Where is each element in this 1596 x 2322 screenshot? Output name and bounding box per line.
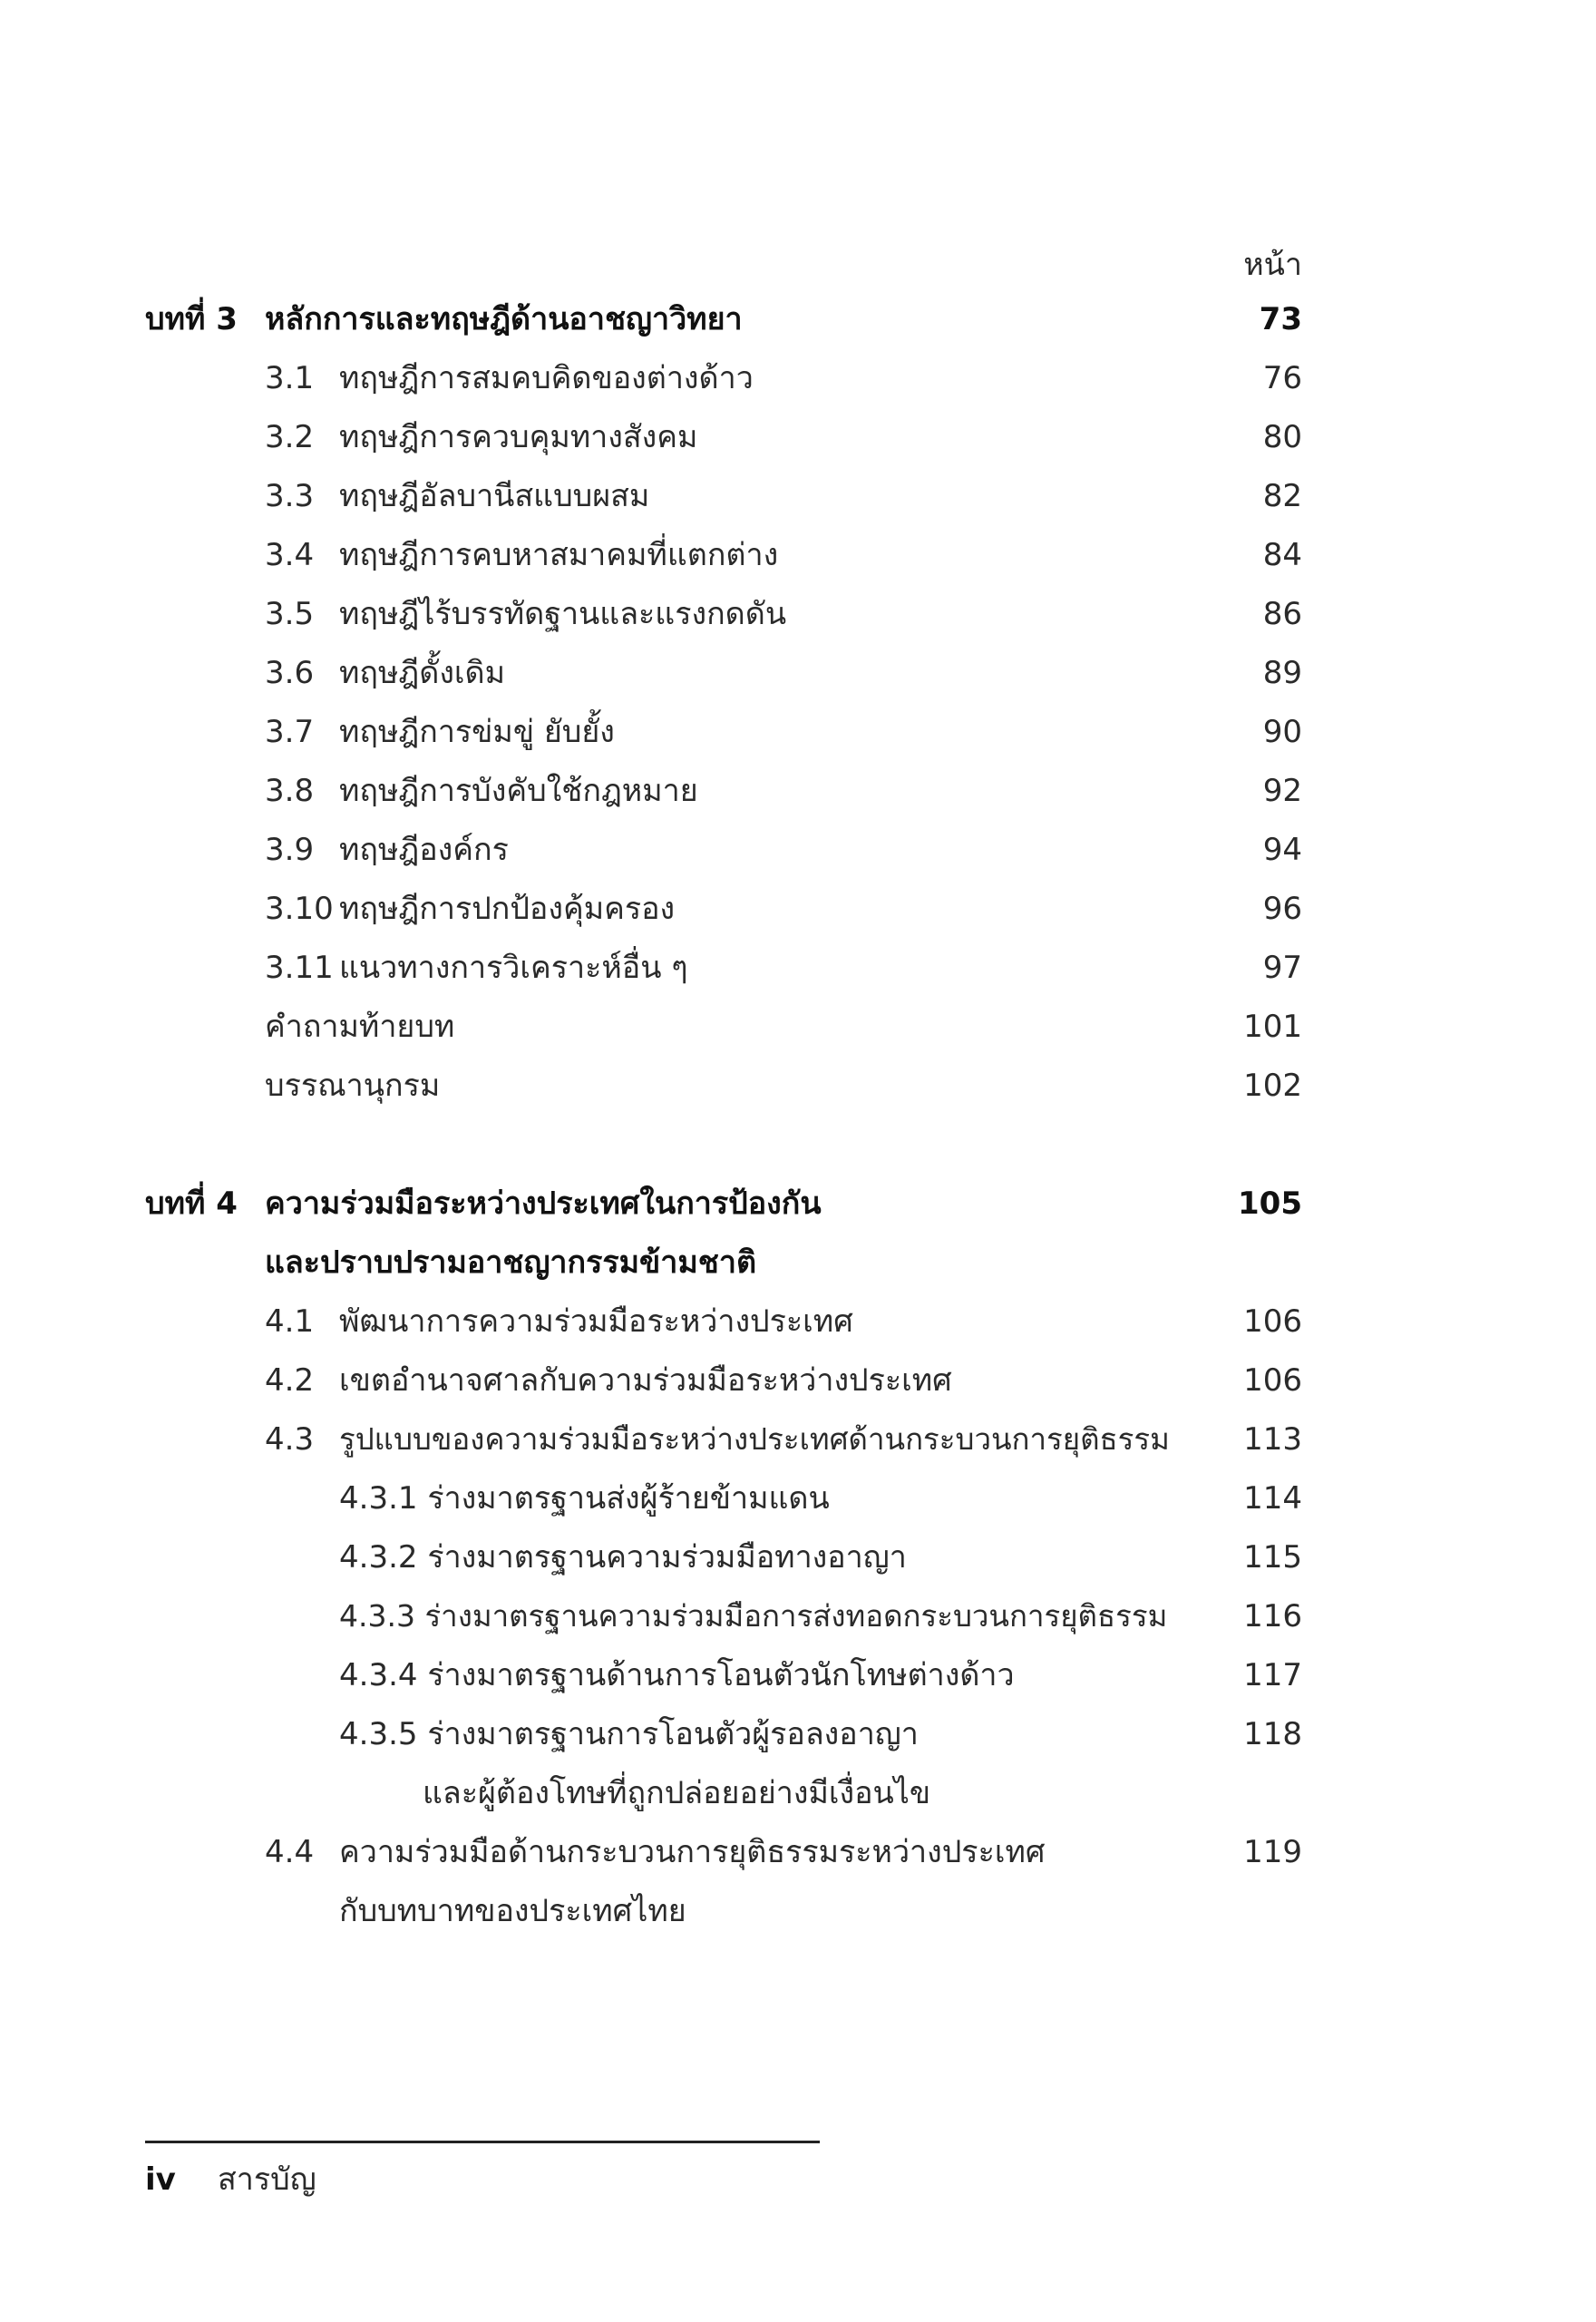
entry-page: 119	[1243, 1834, 1302, 1870]
entry-page: 116	[1243, 1598, 1302, 1634]
entry-number: 3.7	[265, 714, 315, 750]
entry-title: 4.3.1 ร่างมาตรฐานส่งผู้ร้ายข้ามแดน	[339, 1480, 830, 1517]
entry-title: ทฤษฎีองค์กร	[339, 832, 509, 868]
toc-entry	[0, 823, 1596, 877]
toc-subentry	[0, 1530, 1596, 1585]
chapter-title: หลักการและทฤษฎีด้านอาชญาวิทยา	[265, 301, 743, 337]
entry-number: 3.2	[265, 419, 315, 455]
toc-entry	[0, 1825, 1596, 1879]
entry-page: 101	[1243, 1009, 1302, 1045]
entry-title: ทฤษฎีการบังคับใช้กฎหมาย	[339, 773, 698, 809]
entry-number: 4.1	[265, 1303, 315, 1340]
toc-entry	[0, 1294, 1596, 1349]
toc-entry	[0, 410, 1596, 464]
entry-title: 4.3.4 ร่างมาตรฐานด้านการโอนตัวนักโทษต่างด้าว	[339, 1657, 1015, 1693]
entry-number: 3.3	[265, 478, 315, 514]
entry-page: 86	[1262, 596, 1302, 632]
entry-number: 3.5	[265, 596, 315, 632]
entry-title: ทฤษฎีไร้บรรทัดฐานและแรงกดดัน	[339, 596, 787, 632]
chapter-4-heading-line2	[0, 1235, 1596, 1290]
entry-number: 3.10	[265, 891, 334, 927]
entry-number: 3.6	[265, 655, 315, 691]
entry-number: 3.8	[265, 773, 315, 809]
chapter-label: บทที่ 3	[145, 301, 238, 337]
entry-title: บรรณานุกรม	[265, 1068, 441, 1104]
entry-title: เขตอำนาจศาลกับความร่วมมือระหว่างประเทศ	[339, 1362, 952, 1399]
chapter-label: บทที่ 4	[145, 1185, 238, 1222]
entry-page: 96	[1262, 891, 1302, 927]
entry-title: 4.3.2 ร่างมาตรฐานความร่วมมือทางอาญา	[339, 1539, 907, 1576]
toc-subentry-continuation	[0, 1766, 1596, 1820]
toc-subentry	[0, 1471, 1596, 1526]
entry-title: แนวทางการวิเคราะห์อื่น ๆ	[339, 950, 688, 986]
toc-entry	[0, 351, 1596, 405]
entry-number: 3.4	[265, 537, 315, 573]
entry-title: 4.3.5 ร่างมาตรฐานการโอนตัวผู้รอลงอาญา	[339, 1716, 919, 1752]
chapter-3-heading	[0, 292, 1596, 346]
entry-page: 94	[1262, 832, 1302, 868]
entry-title: ทฤษฎีการคบหาสมาคมที่แตกต่าง	[339, 537, 779, 573]
toc-entry-bibliography	[0, 1059, 1596, 1113]
entry-title: 4.3.3 ร่างมาตรฐานความร่วมมือการส่งทอดกระบวนการยุติธรรม	[339, 1598, 1168, 1634]
entry-page: 106	[1243, 1303, 1302, 1340]
entry-number: 4.2	[265, 1362, 315, 1399]
toc-entry	[0, 705, 1596, 759]
entry-title: ทฤษฎีการสมคบคิดของต่างด้าว	[339, 360, 754, 396]
entry-title: ทฤษฎีการปกป้องคุ้มครอง	[339, 891, 676, 927]
entry-page: 115	[1243, 1539, 1302, 1576]
entry-title: ทฤษฎีดั้งเดิม	[339, 655, 506, 691]
entry-title: ทฤษฎีการควบคุมทางสังคม	[339, 419, 698, 455]
toc-subentry	[0, 1707, 1596, 1761]
toc-subentry	[0, 1648, 1596, 1702]
toc-entry	[0, 469, 1596, 523]
entry-page: 90	[1262, 714, 1302, 750]
entry-number: 4.3	[265, 1421, 315, 1458]
entry-page: 92	[1262, 773, 1302, 809]
footer-page-number: iv	[145, 2161, 176, 2198]
entry-page: 76	[1262, 360, 1302, 396]
chapter-title: ความร่วมมือระหว่างประเทศในการป้องกัน	[265, 1185, 822, 1222]
entry-title: รูปแบบของความร่วมมือระหว่างประเทศด้านกระบวนการยุติธรรม	[339, 1421, 1170, 1457]
chapter-page: 105	[1238, 1185, 1302, 1222]
toc-entry	[0, 1412, 1596, 1467]
entry-title: ทฤษฎีการข่มขู่ ยับยั้ง	[339, 714, 615, 750]
page-column-header: หน้า	[1243, 247, 1302, 283]
entry-title: คำถามท้ายบท	[265, 1009, 455, 1045]
toc-entry	[0, 882, 1596, 936]
entry-number: 4.4	[265, 1834, 315, 1870]
footer-rule	[145, 2141, 820, 2143]
toc-entry	[0, 587, 1596, 641]
toc-entry	[0, 941, 1596, 995]
toc-entry	[0, 764, 1596, 818]
entry-page: 80	[1262, 419, 1302, 455]
toc-entry-continuation	[0, 1884, 1596, 1938]
entry-title: ความร่วมมือด้านกระบวนการยุติธรรมระหว่างประเทศ	[339, 1834, 1046, 1870]
toc-entry	[0, 528, 1596, 582]
entry-title: พัฒนาการความร่วมมือระหว่างประเทศ	[339, 1303, 853, 1340]
entry-page: 117	[1243, 1657, 1302, 1693]
chapter-page: 73	[1259, 301, 1302, 337]
entry-page: 82	[1262, 478, 1302, 514]
entry-page: 89	[1262, 655, 1302, 691]
toc-entry-questions	[0, 1000, 1596, 1054]
chapter-4-heading	[0, 1176, 1596, 1231]
toc-entry	[0, 646, 1596, 700]
entry-page: 97	[1262, 950, 1302, 986]
entry-title: ทฤษฎีอัลบานีสแบบผสม	[339, 478, 650, 514]
entry-page: 102	[1243, 1068, 1302, 1104]
chapter-title-continuation: และปราบปรามอาชญากรรมข้ามชาติ	[265, 1244, 757, 1281]
toc-subentry	[0, 1589, 1596, 1644]
entry-number: 3.1	[265, 360, 315, 396]
entry-title-continuation: และผู้ต้องโทษที่ถูกปล่อยอย่างมีเงื่อนไข	[423, 1775, 931, 1811]
footer-section-title: สารบัญ	[218, 2161, 316, 2198]
entry-page: 84	[1262, 537, 1302, 573]
entry-number: 3.9	[265, 832, 315, 868]
entry-page: 118	[1243, 1716, 1302, 1752]
entry-page: 114	[1243, 1480, 1302, 1517]
entry-number: 3.11	[265, 950, 334, 986]
toc-entry	[0, 1353, 1596, 1408]
entry-page: 113	[1243, 1421, 1302, 1458]
entry-title-continuation: กับบทบาทของประเทศไทย	[339, 1893, 686, 1929]
entry-page: 106	[1243, 1362, 1302, 1399]
